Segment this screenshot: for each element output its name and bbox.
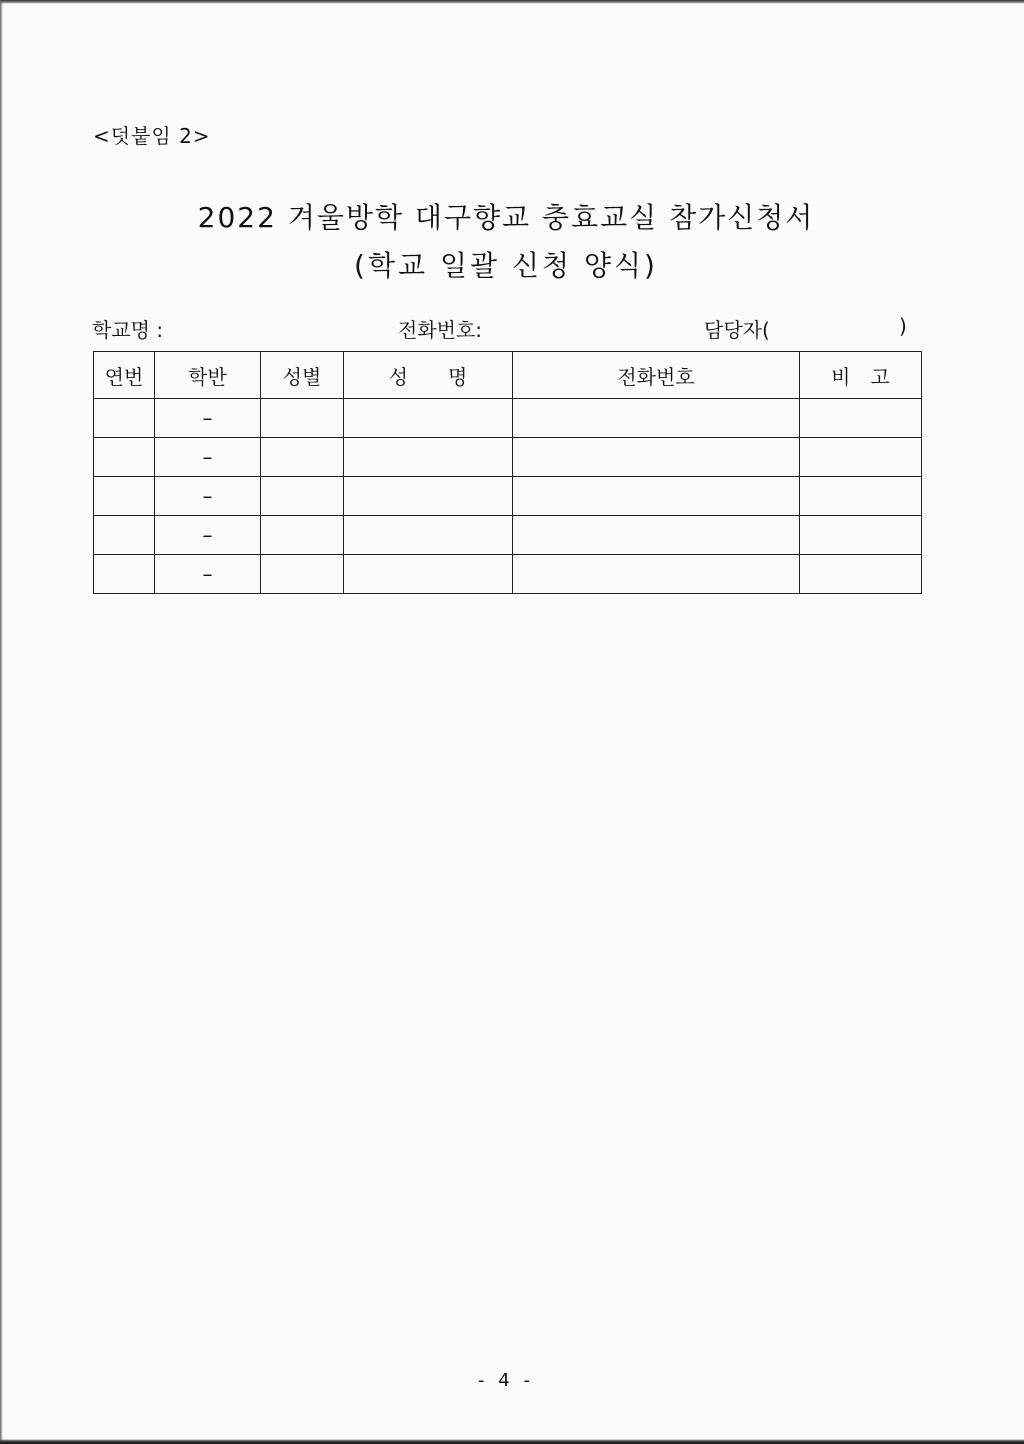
scan-edge-top	[0, 0, 1024, 4]
header-remarks: 비 고	[800, 352, 922, 399]
document-title: 2022 겨울방학 대구향교 충효교실 참가신청서	[197, 201, 815, 234]
document-subtitle: (학교 일괄 신청 양식)	[354, 249, 658, 282]
cell-phone[interactable]	[513, 438, 800, 477]
cell-name[interactable]	[344, 555, 513, 594]
cell-serial-number[interactable]	[94, 555, 155, 594]
cell-serial-number[interactable]	[94, 438, 155, 477]
cell-name[interactable]	[344, 477, 513, 516]
cell-phone[interactable]	[513, 399, 800, 438]
manager-label: 담당자(	[704, 318, 770, 342]
scan-edge-bottom	[0, 1439, 1024, 1444]
header-name: 성 명	[344, 352, 513, 399]
cell-remarks[interactable]	[800, 555, 922, 594]
page-number: - 4 -	[478, 1370, 534, 1391]
cell-name[interactable]	[344, 516, 513, 555]
cell-class[interactable]: –	[155, 555, 261, 594]
cell-class[interactable]: –	[155, 516, 261, 555]
cell-class[interactable]: –	[155, 438, 261, 477]
table-row	[94, 438, 922, 477]
cell-serial-number[interactable]	[94, 516, 155, 555]
cell-phone[interactable]	[513, 516, 800, 555]
cell-name[interactable]	[344, 399, 513, 438]
application-table	[93, 351, 922, 594]
cell-serial-number[interactable]	[94, 399, 155, 438]
table-row	[94, 516, 922, 555]
header-gender: 성별	[261, 352, 344, 399]
header-phone: 전화번호	[513, 352, 800, 399]
cell-remarks[interactable]	[800, 399, 922, 438]
cell-name[interactable]	[344, 438, 513, 477]
cell-class[interactable]: –	[155, 399, 261, 438]
header-serial-number: 연번	[94, 352, 155, 399]
cell-phone[interactable]	[513, 555, 800, 594]
table-header-row	[94, 352, 922, 399]
attachment-label: <덧붙임 2>	[93, 124, 211, 148]
cell-gender[interactable]	[261, 399, 344, 438]
phone-number-label: 전화번호:	[398, 318, 483, 342]
cell-remarks[interactable]	[800, 516, 922, 555]
cell-class[interactable]: –	[155, 477, 261, 516]
cell-gender[interactable]	[261, 477, 344, 516]
header-class: 학반	[155, 352, 261, 399]
cell-remarks[interactable]	[800, 477, 922, 516]
manager-close-paren: )	[899, 314, 907, 338]
table-row	[94, 477, 922, 516]
cell-remarks[interactable]	[800, 438, 922, 477]
school-name-label: 학교명 :	[92, 318, 164, 342]
cell-gender[interactable]	[261, 555, 344, 594]
table-row	[94, 399, 922, 438]
cell-phone[interactable]	[513, 477, 800, 516]
cell-gender[interactable]	[261, 438, 344, 477]
table-row	[94, 555, 922, 594]
cell-gender[interactable]	[261, 516, 344, 555]
cell-serial-number[interactable]	[94, 477, 155, 516]
